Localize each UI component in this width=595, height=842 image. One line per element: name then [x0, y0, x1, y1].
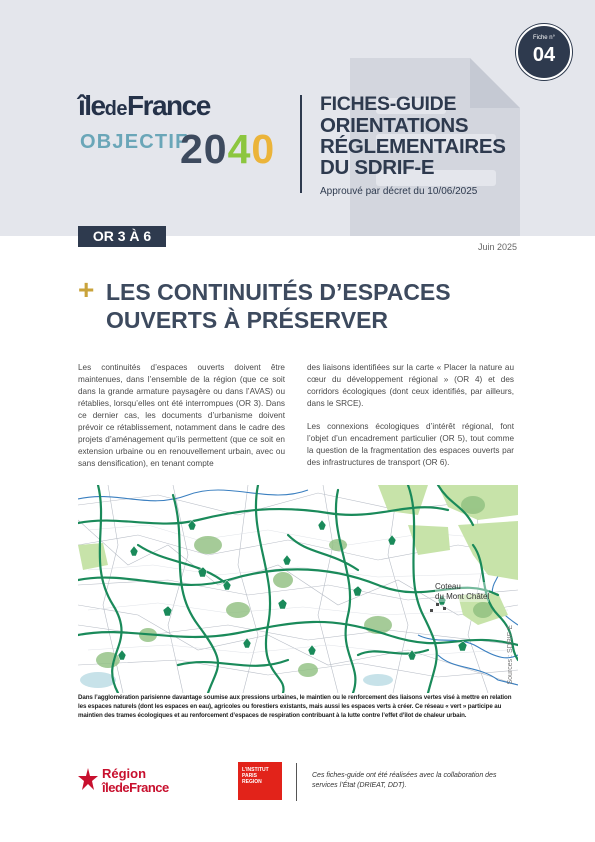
body-paragraph: Les connexions écologiques d’intérêt régional, font l’objet d’un encadrement particulier (OR 5), tout comme la question de la fragmentation des espaces ouverts par des infrastructures de transport (OR 6).: [307, 422, 514, 467]
fiche-number-badge: [516, 24, 572, 80]
figure-caption: Dans l’agglomération parisienne davantage soumise aux pressions urbaines, le maintien ou le renforcement des liaisons vertes visé à mettre en relation les espaces naturels (dont les espaces en eau), agricoles ou forestiers existants, mais aussi les espaces verts à créer. Ce réseau « vert » participe au maintien des trames écologiques et au renforcement d’espaces de respiration contribuant à la lutte contre l’effet d’îlot de chaleur urbain.: [78, 694, 512, 719]
body-column-left: [78, 362, 285, 481]
objectif-label: OBJECTIF: [80, 131, 189, 153]
footer-divider: [296, 763, 297, 801]
map-place-label: Coteau du Mont Châtel: [435, 582, 490, 601]
header-divider: [300, 95, 302, 193]
page-title: LES CONTINUITÉS D’ESPACES OUVERTS À PRÉSERVER: [106, 279, 451, 333]
publication-date: Juin 2025: [477, 242, 517, 252]
footer-note: Ces fiches-guide ont été réalisées avec la collaboration des services l’État (DRIEAT, DDT).: [312, 772, 497, 789]
fiche-label: Fiche n°: [532, 35, 556, 41]
body-paragraph: Les continuités d’espaces ouverts doivent être maintenues, dans l’ensemble de la région (que ce soit dans la grande armature paysagère ou dans l’AVAS) ou rétablies, lorsqu’elles ont été interrompues (OR 3). Dans ce dernier cas, les documents d’urbanisme doivent prévoir ce rétablissement, notamment dans le cadre des projets d’aménagement qu’ils permettent (que ce soit en extension urbaine ou en renouvellement urbain, avec ou sans densification), en tenant compte: [78, 363, 285, 468]
body-paragraph: des liaisons identifiées sur la carte « Placer la nature au cœur du développement régional » (OR 4) et des corridors écologiques (dont ceux identifiés, par ailleurs, dans le SRCE).: [307, 363, 514, 408]
approval-note: Approuvé par décret du 10/06/2025: [320, 186, 478, 197]
map-figure: [78, 485, 518, 693]
map-source: Sources : SDRIF-E: [507, 625, 514, 685]
plus-icon: +: [78, 274, 95, 305]
iledefrance-logo: îledeFrance: [78, 90, 210, 121]
institut-paris-region-logo: L’INSTITUT PARIS REGION: [238, 762, 282, 800]
fiche-number: 04: [532, 44, 556, 66]
body-column-right: [307, 362, 514, 480]
or-tag: OR 3 À 6: [78, 226, 166, 247]
region-star-icon: [78, 768, 98, 794]
guide-title: FICHES-GUIDE ORIENTATIONS RÉGLEMENTAIRES DU SDRIF-E: [320, 93, 506, 179]
objectif-year: 2040: [180, 126, 276, 172]
